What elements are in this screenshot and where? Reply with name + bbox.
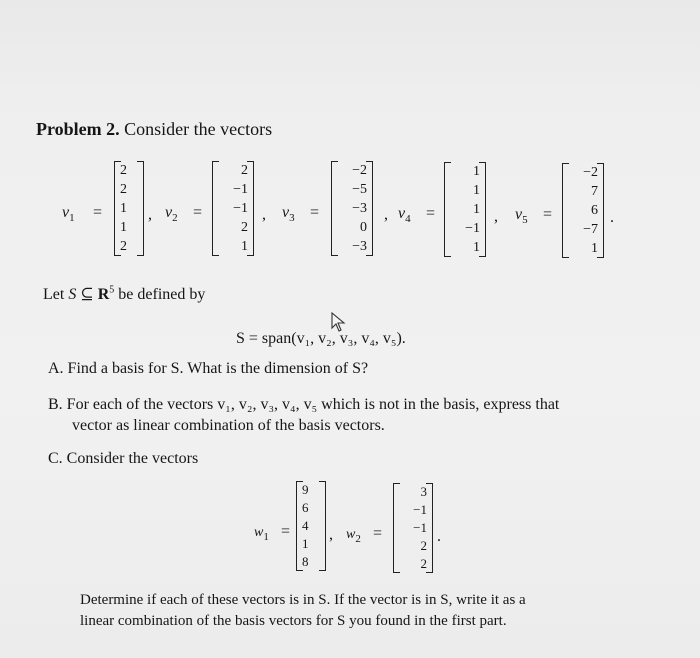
part-b-line2: vector as linear combination of the basis vectors. xyxy=(72,417,385,434)
w1-comma: , xyxy=(329,526,333,543)
w2-equals: = xyxy=(373,525,383,542)
v1-equals: = xyxy=(93,204,103,221)
span-equation: S = span(v₁, v₂, v₃, v₄, v₅). xyxy=(236,330,406,347)
v4-equals: = xyxy=(426,205,436,222)
v5-period: . xyxy=(610,209,614,226)
v3-matrix: −2 −5 −3 0 −3 xyxy=(331,161,373,256)
v3-equals: = xyxy=(310,204,320,221)
v1-comma: , xyxy=(148,206,152,223)
v5-equals: = xyxy=(543,206,553,223)
w2-label: $w_2$ xyxy=(346,527,361,545)
w2-period: . xyxy=(437,528,441,545)
problem-number: 2. xyxy=(106,119,120,139)
v5-matrix: −2 7 6 −7 1 xyxy=(562,163,604,258)
v4-matrix: 1 1 1 −1 1 xyxy=(444,162,486,257)
v4-label: $v_4$ xyxy=(398,205,411,226)
w2-matrix: 3 −1 −1 2 2 xyxy=(393,483,433,573)
final-line1: Determine if each of these vectors is in S. If the vector is in S, write it as a xyxy=(80,592,526,608)
part-b-line1: B. For each of the vectors v₁, v₂, v₃, v₄, v₅ which is not in the basis, express that xyxy=(48,396,560,413)
part-c: C. Consider the vectors xyxy=(48,450,199,467)
v5-label: $v_5$ xyxy=(515,206,528,227)
v4-comma: , xyxy=(494,208,498,225)
v1-matrix: 2 2 1 1 2 xyxy=(114,161,144,256)
w1-matrix: 9 6 4 1 8 xyxy=(296,481,326,571)
final-line2: linear combination of the basis vectors for S you found in the first part. xyxy=(80,613,507,629)
v2-matrix: 2 −1 −1 2 1 xyxy=(212,161,254,256)
problem-heading xyxy=(36,119,272,140)
v1-label: $v_1$ xyxy=(62,204,75,225)
v2-comma: , xyxy=(262,206,266,223)
problem-intro: Consider the vectors xyxy=(124,119,273,139)
part-a: A. Find a basis for S. What is the dimension of S? xyxy=(48,360,369,377)
v2-equals: = xyxy=(193,204,203,221)
mouse-cursor-icon xyxy=(330,312,348,332)
v3-label: $v_3$ xyxy=(282,204,295,225)
v3-comma: , xyxy=(384,206,388,223)
define-line: Let S ⊆ $R^5$ be defined by xyxy=(43,284,206,303)
w1-equals: = xyxy=(281,523,291,540)
w1-label: $w_1$ xyxy=(254,525,269,543)
problem-label: Problem xyxy=(36,119,102,139)
v2-label: $v_2$ xyxy=(165,204,178,225)
